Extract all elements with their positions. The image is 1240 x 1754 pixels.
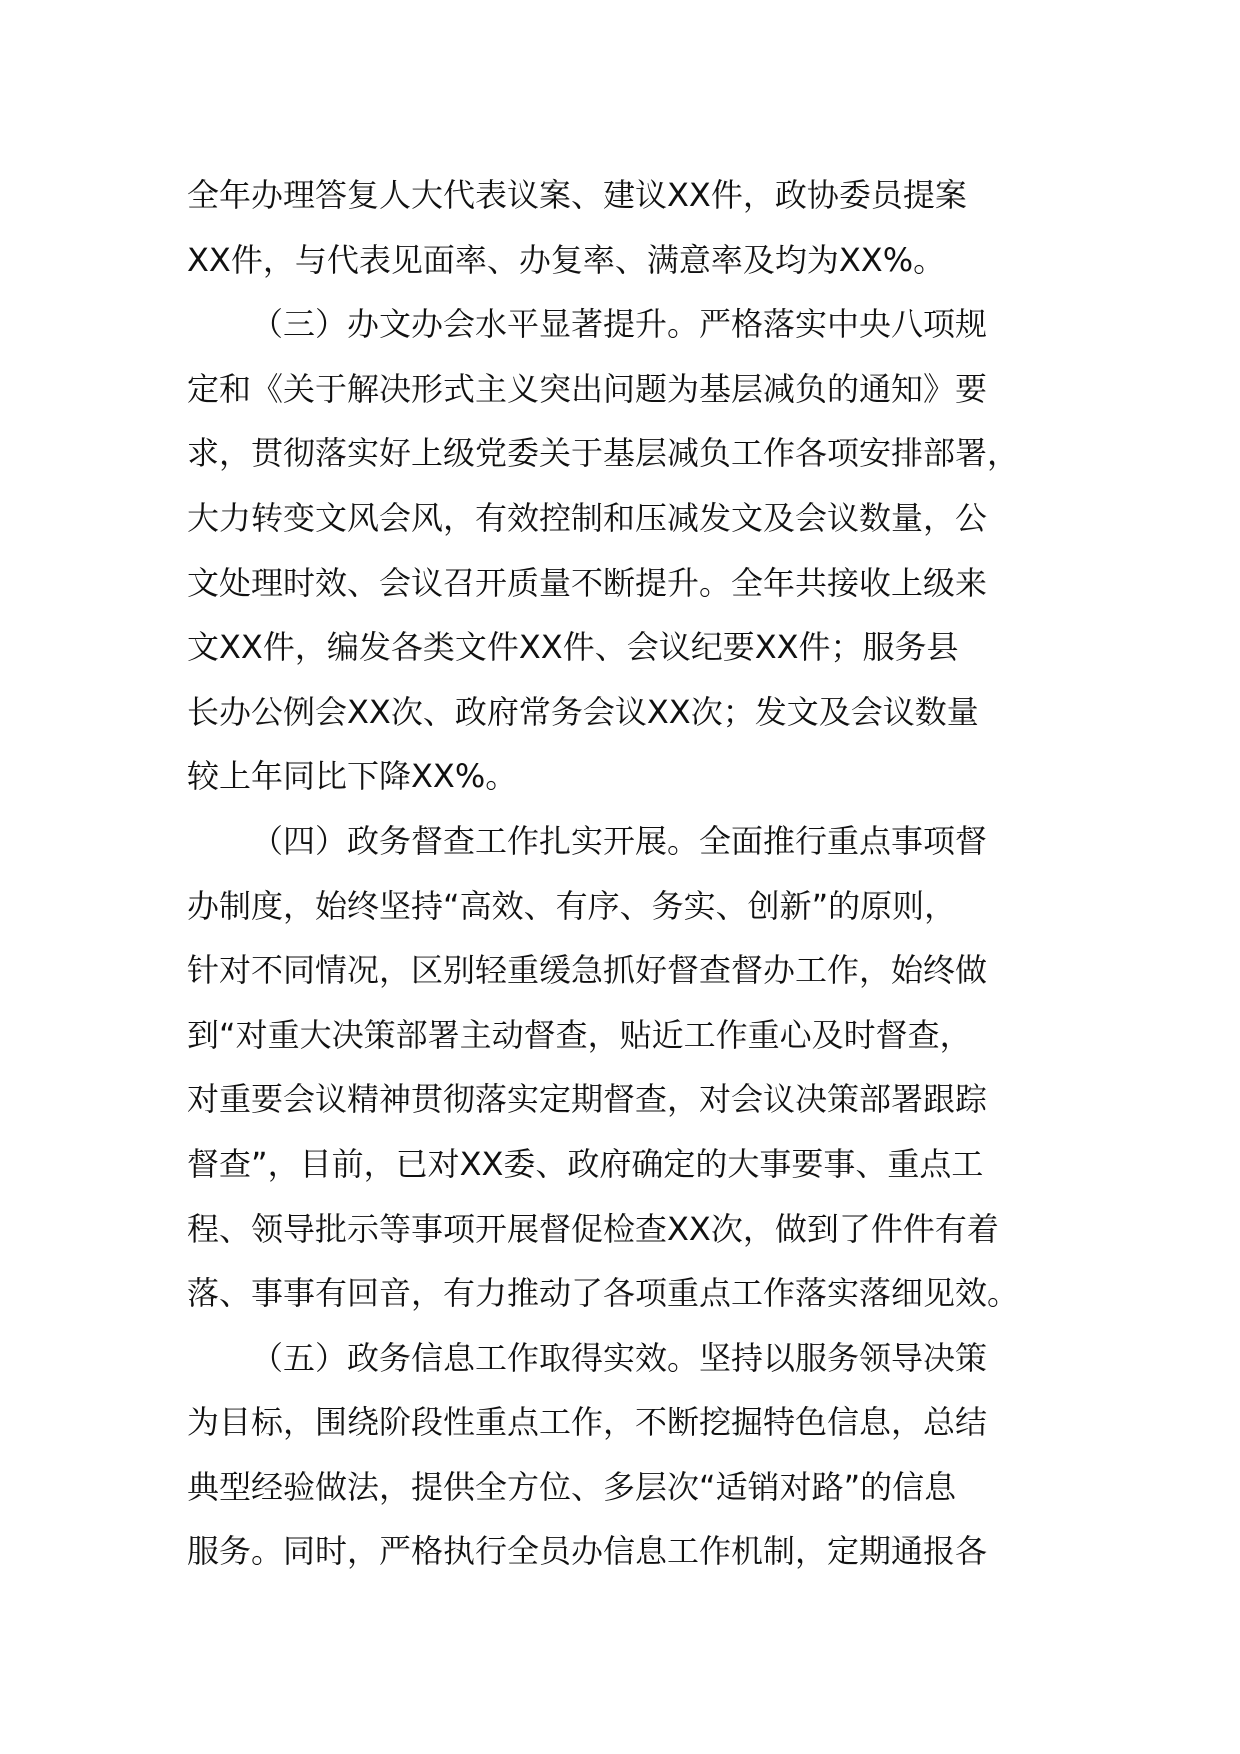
text-line: 为目标，围绕阶段性重点工作，不断挖掘特色信息，总结 — [187, 1403, 988, 1442]
text-line: 大力转变文风会风，有效控制和压减发文及会议数量，公 — [187, 498, 988, 537]
text-line: 督查”，目前，已对XX委、政府确定的大事要事、重点工 — [187, 1144, 984, 1183]
text-line: 全年办理答复人大代表议案、建议XX件，政协委员提案 — [187, 176, 967, 214]
section-3-heading-line: （三）办文办会水平显著提升。严格落实中央八项规 — [251, 305, 988, 344]
text-line: 较上年同比下降XX%。 — [187, 757, 518, 796]
text-line: 落、事事有回音，有力推动了各项重点工作落实落细见效。 — [187, 1274, 1020, 1313]
text-line: 到“对重大决策部署主动督查，贴近工作重心及时督查， — [187, 1015, 972, 1054]
section-4-heading-line: （四）政务督查工作扎实开展。全面推行重点事项督 — [251, 821, 988, 860]
text-line: 定和《关于解决形式主义突出问题为基层减负的通知》要 — [187, 369, 988, 408]
text-line: 程、领导批示等事项开展督促检查XX次，做到了件件有着 — [187, 1209, 999, 1248]
text-line: 求，贯彻落实好上级党委关于基层减负工作各项安排部署， — [187, 434, 1020, 473]
text-line: XX件，与代表见面率、办复率、满意率及均为XX%。 — [187, 240, 946, 279]
text-line: 文XX件，编发各类文件XX件、会议纪要XX件；服务县 — [187, 628, 959, 667]
text-line: 文处理时效、会议召开质量不断提升。全年共接收上级来 — [187, 563, 988, 602]
text-line: 典型经验做法，提供全方位、多层次“适销对路”的信息 — [187, 1467, 957, 1506]
section-5-heading-line: （五）政务信息工作取得实效。坚持以服务领导决策 — [251, 1338, 988, 1377]
text-line: 对重要会议精神贯彻落实定期督查，对会议决策部署跟踪 — [187, 1080, 988, 1119]
text-line: 服务。同时，严格执行全员办信息工作机制，定期通报各 — [187, 1532, 988, 1571]
text-line: 长办公例会XX次、政府常务会议XX次；发文及会议数量 — [187, 692, 979, 731]
text-line: 办制度，始终坚持“高效、有序、务实、创新”的原则， — [187, 886, 957, 925]
text-line: 针对不同情况，区别轻重缓急抓好督查督办工作，始终做 — [187, 951, 988, 990]
document-body — [187, 163, 1057, 1584]
